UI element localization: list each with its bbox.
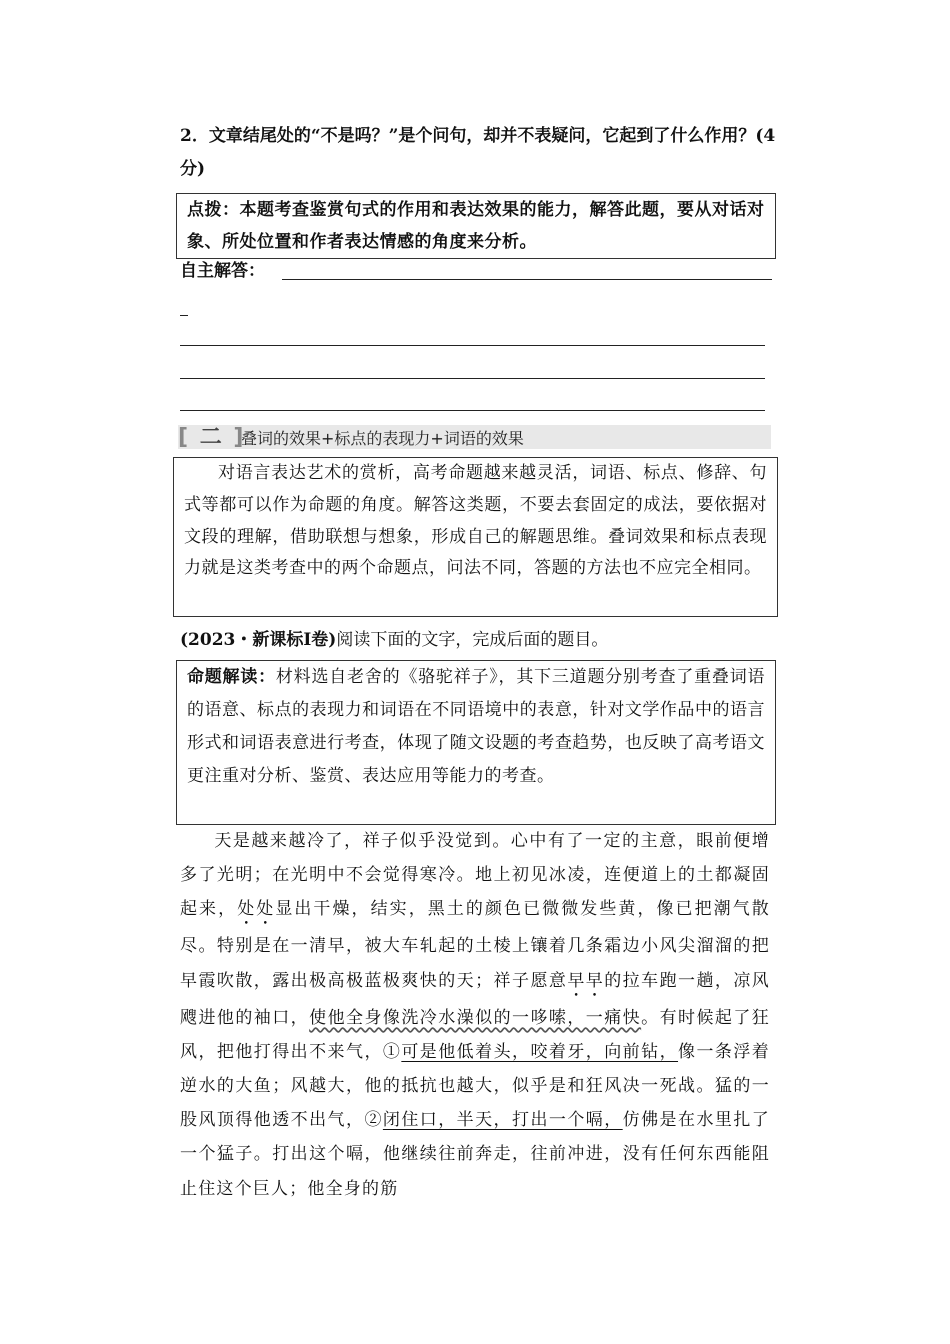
answer-line-3[interactable]	[180, 378, 765, 379]
question-2	[180, 120, 780, 186]
analysis-box	[176, 660, 776, 825]
analysis-text: 材料选自老舍的《骆驼祥子》，其下三道题分别考查了重叠词语的语意、标点的表现力和词语在不同语境中的表意，针对文学作品中的语言形式和词语表意进行考查，体现了随文设题的考查趋势，也反映了高考语文更注重对分析、鉴赏、表达应用等能力的考查。	[187, 667, 765, 786]
passage-p4: 。有时候起了狂风，把他打得出不来气，①	[180, 1007, 770, 1062]
underlined-sentence-1: 可是他低着头，咬着牙，向前钻，	[401, 1041, 679, 1062]
passage-p5: 像一条浮着逆水的大鱼；风越大，他的抵抗也越大，似乎是和狂风决一死战。猛的一股风顶得他透不出气，②	[180, 1041, 771, 1131]
passage-p6: 仿佛是在水里扎了一个猛子。打出这个嗝，他继续往前奔走，往前冲进，没有任何东西能阻止住这个巨人；他全身的筋	[180, 1110, 770, 1199]
intro-text: 对语言表达艺术的赏析，高考命题越来越灵活，词语、标点、修辞、句式等都可以作为命题的角度。解答这类题，不要去套固定的成法，要依据对文段的理解，借助联想与想象，形成自己的解题思维。叠词效果和标点表现力就是这类考查中的两个命题点，问法不同，答题的方法也不应完全相同。	[184, 463, 767, 579]
source-bold: (2023・新课标Ⅰ卷)	[180, 630, 337, 650]
intro-box	[173, 457, 778, 617]
section-number: [ 二 ]	[178, 425, 246, 450]
answer-line-1[interactable]	[282, 279, 772, 280]
answer-line-4[interactable]	[180, 410, 765, 411]
analysis-label: 命题解读：	[187, 667, 276, 687]
answer-line-stub	[180, 315, 188, 316]
section-title: 叠词的效果+标点的表现力+词语的效果	[241, 429, 524, 448]
answer-line-2[interactable]	[180, 345, 765, 346]
hint-label: 点拨：	[187, 200, 240, 220]
emphasis-zaozao: 早早	[567, 970, 605, 991]
question-text: 2．文章结尾处的“不是吗？”是个问句，却并不表疑问，它起到了什么作用？(4分)	[180, 126, 776, 179]
passage-p2: 显出干燥，结实，黑土的颜色已微微发些黄，像已把潮气散尽。特别是在一清早，被大车轧起的土棱上镶着几条霜边小风尖溜溜的把早霞吹散，露出极高极蓝极爽快的天；祥子愿意	[180, 899, 770, 991]
emphasis-chuchu: 处处	[237, 899, 276, 920]
source-line	[180, 625, 608, 655]
reading-passage	[180, 824, 770, 1206]
passage-p3: 的拉车跑一趟，凉风飕进他的袖口，	[180, 970, 770, 1028]
answer-label: 自主解答：	[180, 261, 265, 281]
hint-box	[176, 193, 776, 259]
underlined-sentence-2: 闭住口，半天，打出一个嗝，	[382, 1110, 623, 1131]
hint-text: 本题考查鉴赏句式的作用和表达效果的能力，解答此题，要从对话对象、所处位置和作者表达情感的角度来分析。	[187, 200, 765, 252]
passage-p1: 天是越来越冷了，祥子似乎没觉到。心中有了一定的主意，眼前便增多了光明；在光明中不会觉得寒冷。地上初见冰凌，连便道上的土都凝固起来，	[180, 831, 770, 920]
source-text: 阅读下面的文字，完成后面的题目。	[336, 630, 609, 650]
wavy-underline-text: 使他全身像洗冷水澡似的一哆嗦，一痛快	[309, 1007, 642, 1028]
section-number-text: 二	[199, 425, 224, 450]
